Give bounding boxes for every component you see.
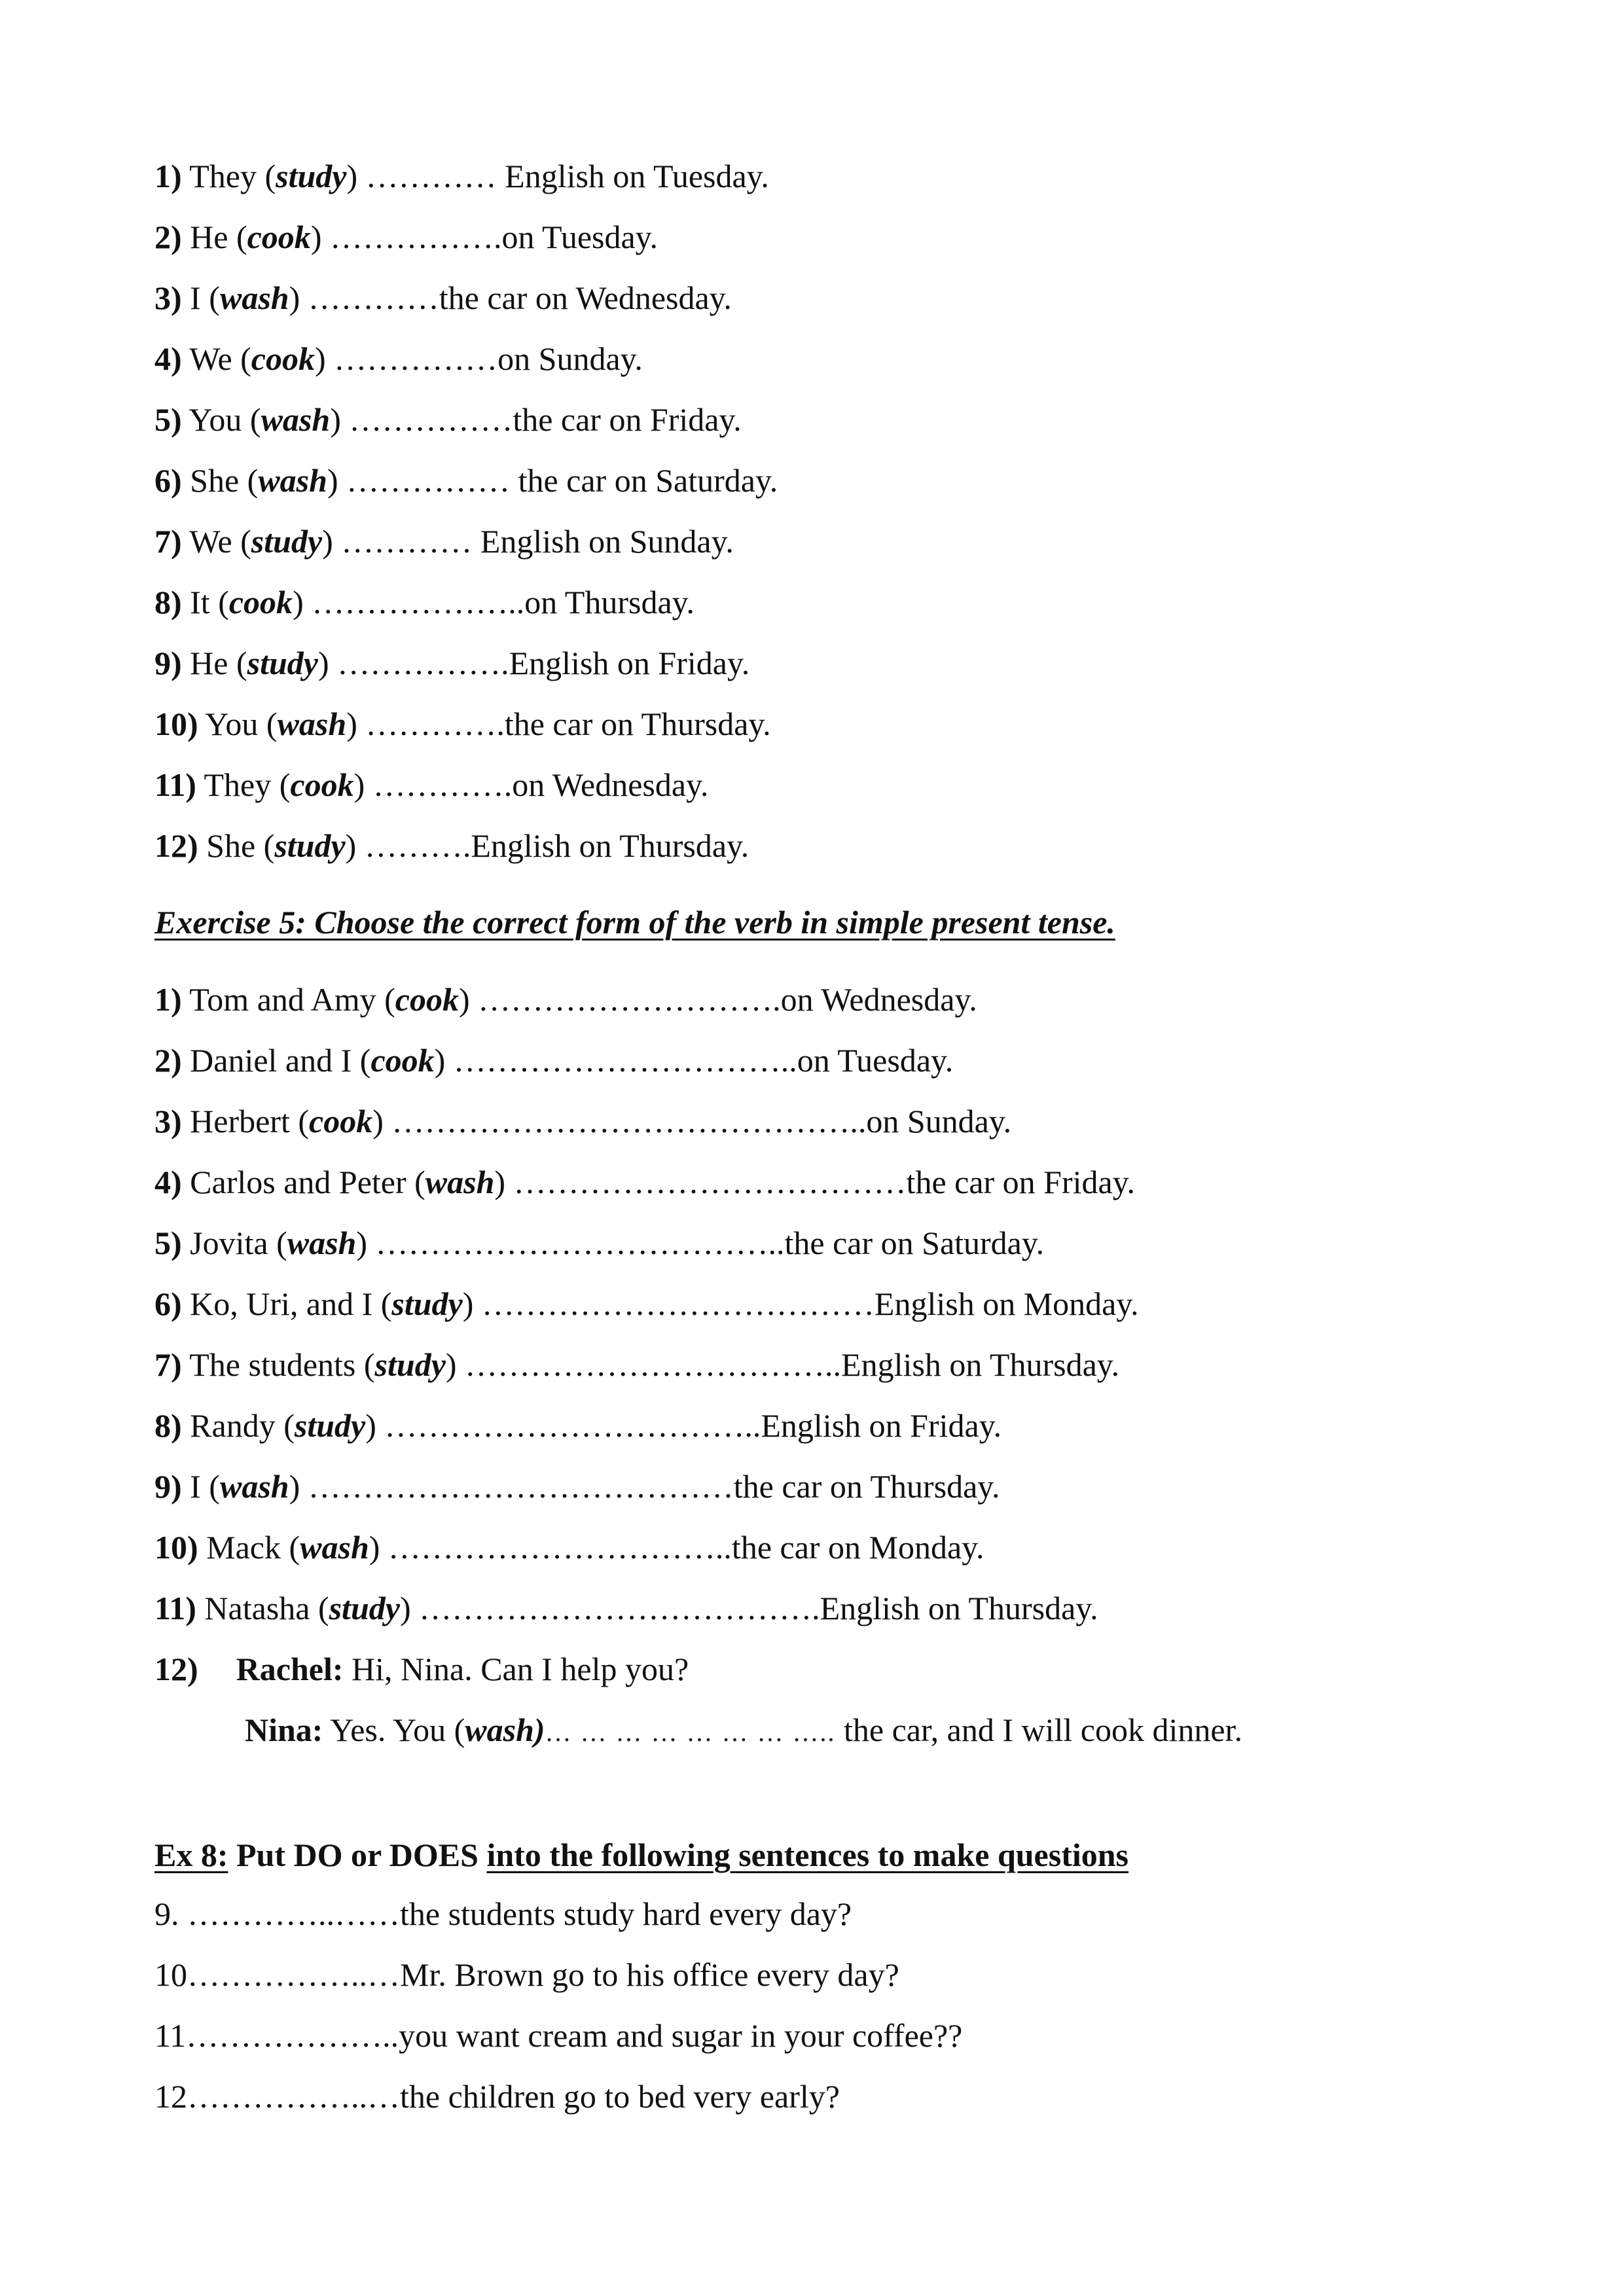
ex5-item-4	[154, 1162, 1135, 1202]
ex5-item-12-reply	[245, 1710, 1242, 1753]
item-text: ) …………the car on Wednesday.	[289, 279, 732, 316]
item-text: He (	[181, 645, 247, 681]
item-verb: study	[276, 158, 347, 194]
item-text: He (	[181, 219, 247, 255]
item-text: ) …………….English on Friday.	[317, 645, 750, 681]
ex5-item-5	[154, 1223, 1044, 1263]
ex5-item-11	[154, 1588, 1098, 1628]
item-verb: cook	[251, 340, 315, 377]
ex4-item-4	[154, 338, 643, 379]
item-text: ) ……………………………………..on Sunday.	[372, 1103, 1012, 1139]
item-number: 4)	[154, 340, 182, 377]
ex8-item-11: 11………………..you want cream and sugar in your coffee??	[154, 2017, 963, 2054]
item-text: We (	[181, 340, 251, 377]
item-number: 9)	[154, 645, 182, 681]
item-number: 10)	[154, 706, 198, 742]
item-number: 5)	[154, 401, 182, 438]
item-number: 1)	[154, 981, 182, 1018]
item-text: ) ……….English on Thursday.	[345, 827, 749, 864]
item-verb: study	[294, 1407, 366, 1444]
ex5-item-12	[154, 1649, 689, 1689]
item-number: 5)	[154, 1225, 182, 1261]
item-number: 8)	[154, 584, 182, 620]
ex5-item-2	[154, 1040, 953, 1081]
item-text: ) ……………the car on Friday.	[330, 401, 742, 438]
ex4-item-1	[154, 156, 769, 196]
item-text: ) ………… English on Tuesday.	[346, 158, 769, 194]
item-number: 11)	[154, 1590, 196, 1626]
item-text: Jovita (	[181, 1225, 287, 1261]
item-verb: cook	[228, 584, 293, 620]
item-text: ) …………………………..the car on Monday.	[369, 1529, 984, 1566]
item-number: 3)	[154, 1103, 182, 1139]
ex4-item-6	[154, 460, 778, 501]
item-text: You (	[181, 401, 261, 438]
item-text: ) ………………………………the car on Friday.	[494, 1164, 1135, 1200]
item-number: 2)	[154, 219, 182, 255]
exercise8-label: Ex 8:	[154, 1837, 228, 1873]
item-verb: cook	[247, 219, 311, 255]
ex4-item-7	[154, 521, 734, 562]
speaker-nina: Nina:	[245, 1712, 323, 1748]
item-text: ) ………….the car on Thursday.	[346, 706, 771, 742]
ex4-item-3	[154, 278, 732, 318]
dialogue-line: Yes. You (	[323, 1712, 465, 1748]
ex5-item-9	[154, 1466, 1000, 1507]
ex4-item-10	[154, 704, 771, 744]
answer-blank: … … … … … … … …..	[545, 1717, 836, 1747]
item-number: 6)	[154, 1285, 182, 1322]
item-number: 8)	[154, 1407, 182, 1444]
item-verb: wash	[219, 279, 289, 316]
item-text: ) ………………………………English on Monday.	[462, 1285, 1139, 1322]
item-verb: wash	[425, 1164, 495, 1200]
item-number: 3)	[154, 279, 182, 316]
item-text: ) ……………………………..English on Thursday.	[445, 1346, 1120, 1383]
item-verb: study	[274, 827, 346, 864]
ex4-item-2	[154, 217, 658, 257]
ex4-item-8	[154, 582, 695, 622]
exercise8-instruction: Put DO or DOES	[228, 1837, 487, 1873]
item-text: Tom and Amy (	[181, 981, 395, 1018]
item-text: We (	[181, 523, 251, 560]
item-number: 7)	[154, 1346, 182, 1383]
item-number: 7)	[154, 523, 182, 560]
item-number: 6)	[154, 462, 182, 499]
item-text: They (	[181, 158, 276, 194]
item-verb: cook	[370, 1042, 435, 1079]
exercise8-instruction-underlined: into the following sentences to make questions	[486, 1837, 1129, 1873]
exercise5-title: Exercise 5: Choose the correct form of the verb in simple present tense.	[154, 904, 1115, 941]
dialogue-line: Hi, Nina. Can I help you?	[343, 1651, 689, 1687]
item-text: ) …………….on Tuesday.	[310, 219, 658, 255]
item-number: 11)	[154, 766, 196, 803]
ex8-item-9: 9. …………..……the students study hard every day?	[154, 1895, 852, 1932]
item-number: 12)	[154, 827, 198, 864]
ex8-item-12: 12……………..…the children go to bed very early?	[154, 2078, 840, 2115]
item-text: Herbert (	[181, 1103, 309, 1139]
ex5-item-6	[154, 1283, 1139, 1324]
item-verb: cook	[395, 981, 459, 1018]
item-text: ) ………….on Wednesday.	[353, 766, 709, 803]
dialogue-line: the car, and I will cook dinner.	[835, 1712, 1242, 1748]
item-verb: wash	[300, 1529, 369, 1566]
item-text: ) …………………………..on Tuesday.	[434, 1042, 954, 1079]
item-text: ) ………………..on Thursday.	[293, 584, 695, 620]
ex5-item-3	[154, 1101, 1011, 1141]
item-text: Daniel and I (	[181, 1042, 371, 1079]
item-verb: wash	[287, 1225, 357, 1261]
item-number: 12)	[154, 1651, 198, 1687]
item-text: I (	[181, 1468, 220, 1505]
ex8-item-10: 10……………..…Mr. Brown go to his office every day?	[154, 1956, 899, 1993]
item-text: ) ……………………………..English on Friday.	[365, 1407, 1001, 1444]
item-text: ) ……………on Sunday.	[315, 340, 643, 377]
item-text: Randy (	[181, 1407, 295, 1444]
item-text: ) ……………………….on Wednesday.	[458, 981, 977, 1018]
item-text: ) …………………………………the car on Thursday.	[289, 1468, 1000, 1505]
item-verb: study	[247, 645, 318, 681]
speaker-rachel: Rachel:	[236, 1651, 344, 1687]
item-verb: wash	[258, 462, 327, 499]
item-verb: wash)	[465, 1712, 545, 1748]
item-verb: wash	[261, 401, 331, 438]
exercise8-title	[154, 1835, 1128, 1875]
item-number: 2)	[154, 1042, 182, 1079]
ex5-item-7	[154, 1344, 1119, 1385]
item-number: 4)	[154, 1164, 182, 1200]
item-text: Carlos and Peter (	[181, 1164, 425, 1200]
item-text: ) ………… English on Sunday.	[322, 523, 734, 560]
item-text: Ko, Uri, and I (	[181, 1285, 392, 1322]
ex4-item-9	[154, 643, 749, 683]
item-text: It (	[181, 584, 229, 620]
item-verb: cook	[290, 766, 354, 803]
item-text: ) ………………………………..the car on Saturday.	[356, 1225, 1045, 1261]
ex4-item-11	[154, 764, 708, 805]
item-text: Mack (	[198, 1529, 300, 1566]
ex4-item-5	[154, 399, 742, 440]
item-text: ) ……………………………….English on Thursday.	[399, 1590, 1098, 1626]
ex5-item-1	[154, 979, 977, 1020]
item-number: 9)	[154, 1468, 182, 1505]
item-verb: cook	[309, 1103, 373, 1139]
item-text: They (	[196, 766, 291, 803]
item-number: 1)	[154, 158, 182, 194]
item-verb: wash	[219, 1468, 289, 1505]
item-text: She (	[181, 462, 259, 499]
item-verb: study	[391, 1285, 463, 1322]
ex4-item-12	[154, 825, 749, 866]
item-text: She (	[198, 827, 275, 864]
item-number: 10)	[154, 1529, 198, 1566]
item-text: The students (	[181, 1346, 375, 1383]
ex5-item-10	[154, 1527, 984, 1568]
item-verb: study	[251, 523, 323, 560]
item-verb: wash	[277, 706, 347, 742]
item-text: You (	[198, 706, 278, 742]
item-verb: study	[329, 1590, 400, 1626]
ex5-item-8	[154, 1405, 1001, 1446]
item-verb: study	[374, 1346, 446, 1383]
item-text: Natasha (	[196, 1590, 329, 1626]
item-text: I (	[181, 279, 220, 316]
item-text: ) …………… the car on Saturday.	[327, 462, 778, 499]
